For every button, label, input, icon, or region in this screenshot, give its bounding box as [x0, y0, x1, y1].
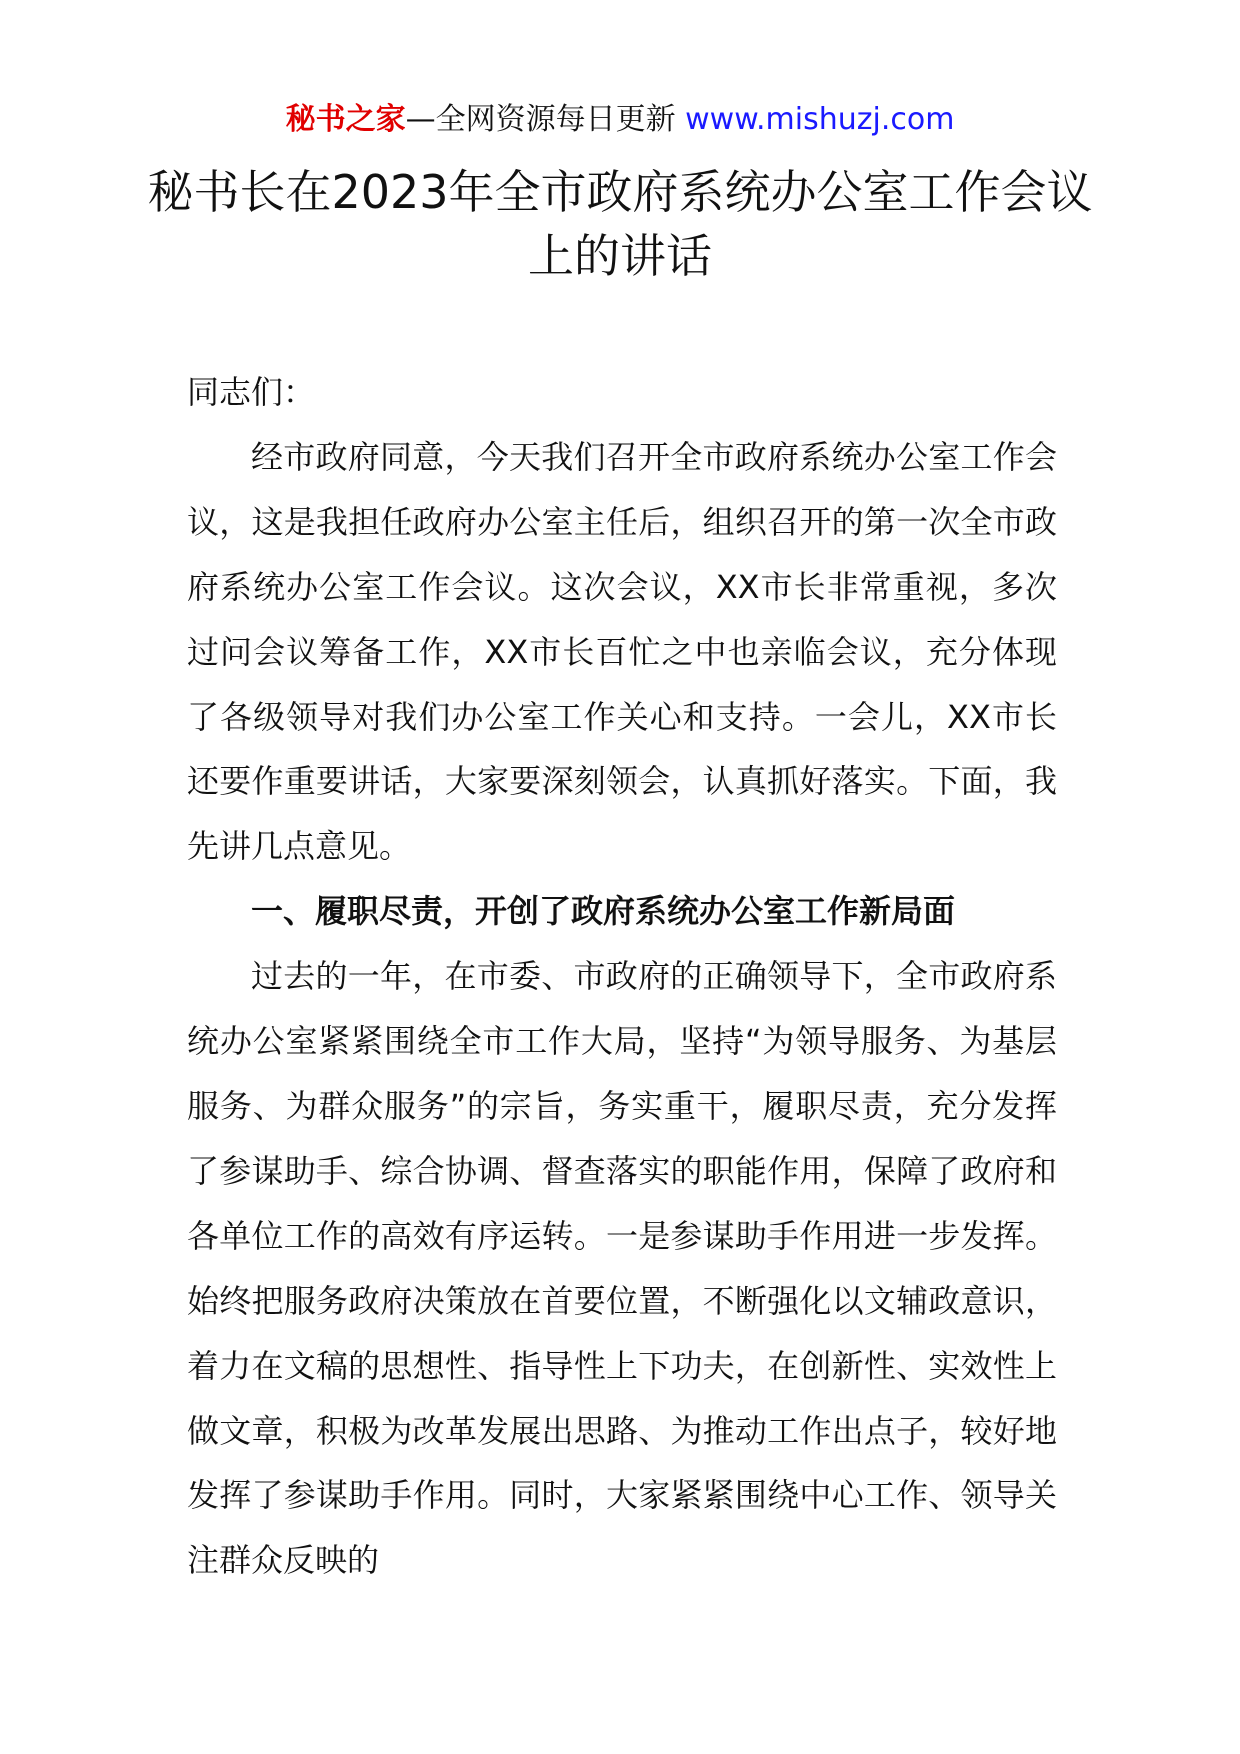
site-header: [0, 100, 1240, 140]
salutation: 同志们：: [187, 373, 316, 411]
document-title: 秘书长在2023年全市政府系统办公室工作会议上的讲话: [147, 165, 1093, 283]
brand-name: 秘书之家: [285, 102, 406, 137]
document-body: [187, 360, 1057, 1593]
header-tagline: —全网资源每日更新: [405, 102, 676, 137]
site-url-link[interactable]: www.mishuzj.com: [685, 102, 955, 137]
paragraph-section-1: 过去的一年，在市委、市政府的正确领导下，全市政府系统办公室紧紧围绕全市工作大局，坚持“为领导服务、为基层服务、为群众服务”的宗旨，务实重干，履职尽责，充分发挥了参谋助手、综合协调、督查落实的职能作用，保障了政府和各单位工作的高效有序运转。一是参谋助手作用进一步发挥。始终把服务政府决策放在首要位置，不断强化以文辅政意识，着力在文稿的思想性、指导性上下功夫，在创新性、实效性上做文章，积极为改革发展出思路、为推动工作出点子，较好地发挥了参谋助手作用。同时，大家紧紧围绕中心工作、领导关注群众反映的: [187, 957, 1057, 1580]
paragraph-intro: 经市政府同意，今天我们召开全市政府系统办公室工作会议，这是我担任政府办公室主任后，组织召开的第一次全市政府系统办公室工作会议。这次会议，XX市长非常重视，多次过问会议筹备工作，XX市长百忙之中也亲临会议，充分体现了各级领导对我们办公室工作关心和支持。一会儿，XX市长还要作重要讲话，大家要深刻领会，认真抓好落实。下面，我先讲几点意见。: [187, 437, 1057, 866]
section-heading-1: 一、履职尽责，开创了政府系统办公室工作新局面: [251, 892, 956, 931]
